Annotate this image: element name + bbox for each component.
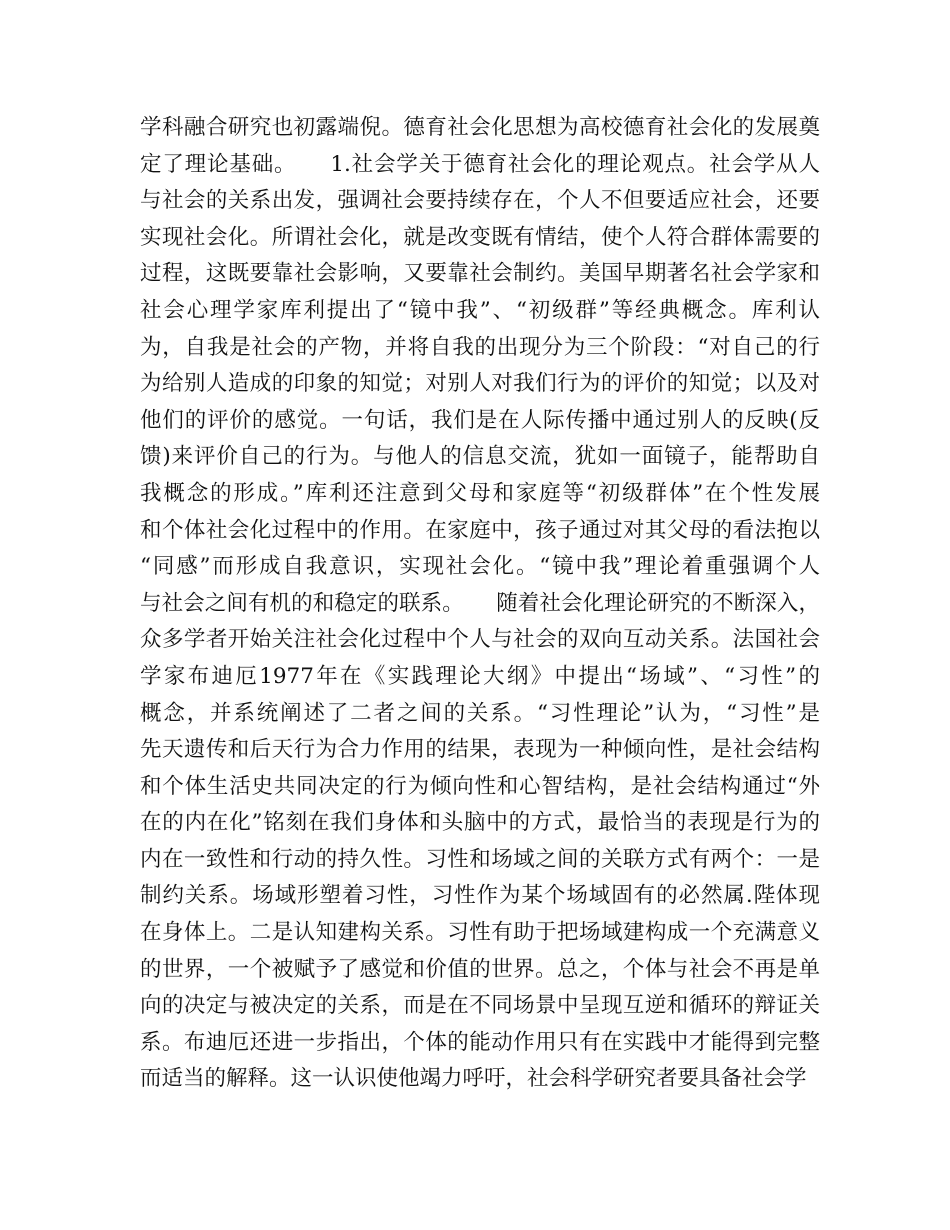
text-line: 概念，并系统阐述了二者之间的关系。“习性理论”认为，“习性”是 bbox=[140, 700, 820, 726]
text-line: 和个体生活史共同决定的行为倾向性和心智结构，是社会结构通过“外 bbox=[140, 773, 820, 799]
body-text bbox=[140, 110, 820, 1098]
text-line: 和个体社会化过程中的作用。在家庭中，孩子通过对其父母的看法抱以 bbox=[140, 517, 820, 543]
text-line: 馈)来评价自己的行为。与他人的信息交流，犹如一面镜子，能帮助自 bbox=[140, 444, 820, 470]
text-line: 的世界，一个被赋予了感觉和价值的世界。总之，个体与社会不再是单 bbox=[140, 956, 820, 982]
text-line: 为，自我是社会的产物，并将自我的出现分为三个阶段：“对自己的行 bbox=[140, 334, 820, 360]
text-line: 系。布迪厄还进一步指出，个体的能动作用只有在实践中才能得到完整 bbox=[140, 1029, 820, 1055]
text-line: 学家布迪厄1977年在《实践理论大纲》中提出“场域”、“习性”的 bbox=[140, 663, 820, 689]
text-line: 向的决定与被决定的关系，而是在不同场景中呈现互逆和循环的辩证关 bbox=[140, 993, 820, 1019]
text-line: “同感”而形成自我意识，实现社会化。“镜中我”理论着重强调个人 bbox=[140, 554, 820, 580]
text-line: 学科融合研究也初露端倪。德育社会化思想为高校德育社会化的发展奠 bbox=[140, 115, 820, 140]
text-line: 过程，这既要靠社会影响，又要靠社会制约。美国早期著名社会学家和 bbox=[140, 261, 820, 287]
text-line: 为给别人造成的印象的知觉；对别人对我们行为的评价的知觉；以及对 bbox=[140, 371, 820, 397]
text-line: 与社会的关系出发，强调社会要持续存在，个人不但要适应社会，还要 bbox=[140, 188, 820, 214]
text-line: 在身体上。二是认知建构关系。习性有助于把场域建构成一个充满意义 bbox=[140, 920, 820, 946]
text-line: 制约关系。场域形塑着习性，习性作为某个场域固有的必然属.陛体现 bbox=[140, 883, 820, 909]
text-line: 在的内在化”铭刻在我们身体和头脑中的方式，最恰当的表现是行为的 bbox=[140, 810, 820, 836]
text-line: 众多学者开始关注社会化过程中个人与社会的双向互动关系。法国社会 bbox=[140, 627, 820, 653]
text-line: 我概念的形成。”库利还注意到父母和家庭等“初级群体”在个性发展 bbox=[140, 480, 820, 506]
text-line: 先天遗传和后天行为合力作用的结果，表现为一种倾向性，是社会结构 bbox=[140, 737, 820, 763]
text-line: 定了理论基础。 1.社会学关于德育社会化的理论观点。社会学从人 bbox=[140, 151, 820, 177]
text-line: 与社会之间有机的和稳定的联系。 随着社会化理论研究的不断深入， bbox=[140, 590, 820, 616]
text-line: 社会心理学家库利提出了“镜中我”、“初级群”等经典概念。库利认 bbox=[140, 297, 820, 323]
text-line: 实现社会化。所谓社会化，就是改变既有情结，使个人符合群体需要的 bbox=[140, 224, 820, 250]
text-line: 内在一致性和行动的持久性。习性和场域之间的关联方式有两个：一是 bbox=[140, 846, 820, 872]
text-line: 他们的评价的感觉。一句话，我们是在人际传播中通过别人的反映(反 bbox=[140, 407, 820, 433]
text-line: 而适当的解释。这一认识使他竭力呼吁，社会科学研究者要具备社会学 bbox=[140, 1066, 807, 1092]
